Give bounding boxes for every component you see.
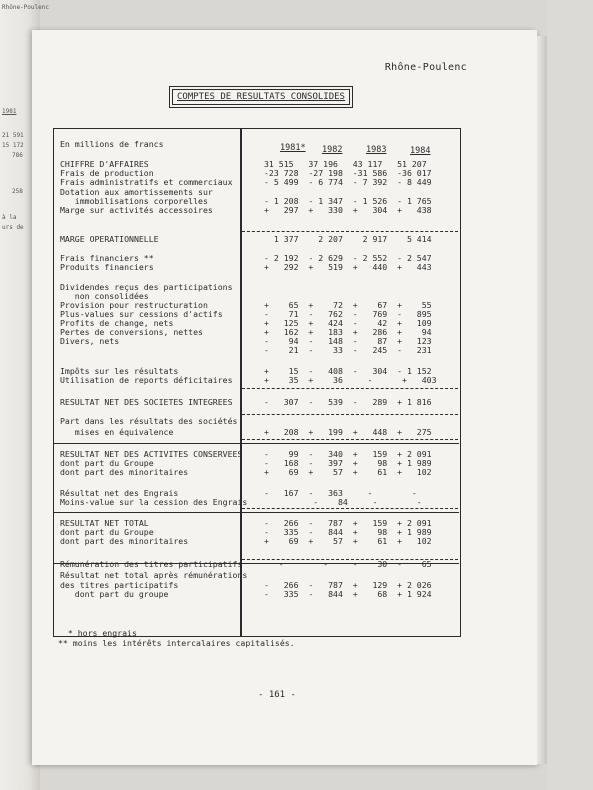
row-values: - 335 - 844 + 98 + 1 989 [264,527,432,537]
unit-label: En millions de francs [60,139,164,149]
separator [242,508,458,509]
row-label: mises en équivalence [60,427,174,437]
row-values: 31 515 37 196 43 117 51 207 [264,159,427,169]
year-header: 1982 [322,145,343,155]
separator [54,512,459,513]
background [547,0,593,790]
row-values: + 69 + 57 + 61 + 102 [264,467,432,477]
row-label: Part dans les résultats des sociétés [60,416,238,426]
row-label: dont part du groupe [60,589,169,599]
page-edge [537,36,547,764]
row-values: - 335 - 844 + 68 + 1 924 [264,589,432,599]
row-values: + 69 + 57 + 61 + 102 [264,536,432,546]
row-label: immobilisations corporelles [60,196,208,206]
row-values: - 84 - - [264,497,422,507]
row-values: + 15 - 408 - 304 - 1 152 [264,366,432,376]
row-label: Provision pour restructuration [60,300,208,310]
left-page-year: 1981 [2,108,17,115]
left-page-value: 258 [12,188,23,195]
year-header: 1983 [366,145,387,155]
left-page-value: à la [2,214,17,221]
row-label: dont part des minoritaires [60,536,189,546]
left-page-value: 786 [12,152,23,159]
row-values: - - - 30 - 65 [264,559,432,569]
row-label: Frais de production [60,168,154,178]
row-values: + 162 + 183 + 286 + 94 [264,327,432,337]
separator [242,414,458,415]
row-label: Divers, nets [60,336,120,346]
left-page-value: urs de [2,224,24,231]
row-label: Impôts sur les résultats [60,366,179,376]
row-values: - 1 208 - 1 347 - 1 526 - 1 765 [264,196,432,206]
row-label: Plus-values sur cessions d'actifs [60,309,223,319]
row-values: -23 728 -27 198 -31 586 -36 017 [264,168,432,178]
row-label: RESULTAT NET DES SOCIETES INTEGREES [60,397,233,407]
row-values: - 5 499 - 6 774 - 7 392 - 8 449 [264,177,432,187]
row-label: Rémunération des titres participatifs [60,559,243,569]
row-values: - 266 - 787 + 129 + 2 026 [264,580,432,590]
separator [242,388,458,389]
row-label: des titres participatifs [60,580,179,590]
table-title: COMPTES DE RESULTATS CONSOLIDES [172,89,350,105]
left-page-value: 15 172 [2,142,24,149]
row-label: RESULTAT NET TOTAL [60,518,149,528]
row-label: non consolidées [60,291,149,301]
row-values: - 94 - 148 - 87 + 123 [264,336,432,346]
row-label: RESULTAT NET DES ACTIVITES CONSERVEES [60,449,243,459]
row-label: Frais financiers ** [60,253,154,263]
row-label: dont part du Groupe [60,458,154,468]
row-label: Produits financiers [60,262,154,272]
company-name: Rhône-Poulenc [384,62,467,73]
row-values: + 292 + 519 + 440 + 443 [264,262,432,272]
row-values: - 307 - 539 - 289 + 1 816 [264,397,432,407]
row-values: - 71 - 762 - 769 - 895 [264,309,432,319]
row-label: MARGE OPERATIONNELLE [60,234,159,244]
row-label: Utilisation de reports déficitaires [60,375,233,385]
footnote: ** moins les intérêts intercalaires capitalisés. [58,638,295,648]
row-label: Dotation aux amortissements sur [60,187,213,197]
separator [242,231,458,232]
row-values: 1 377 2 207 2 917 5 414 [264,234,432,244]
separator [242,559,458,560]
row-values: + 208 + 199 + 448 + 275 [264,427,432,437]
row-values: - 168 - 397 + 98 + 1 989 [264,458,432,468]
row-values: + 35 + 36 - + 403 [264,375,437,385]
page-number: - 161 - [258,690,296,700]
row-values: - 266 - 787 + 159 + 2 091 [264,518,432,528]
separator [242,439,458,440]
row-label: Moins-value sur la cession des Engrais [60,497,248,507]
row-label: Marge sur activités accessoires [60,205,213,215]
row-label: CHIFFRE D'AFFAIRES [60,159,149,169]
row-values: - 99 - 340 + 159 + 2 091 [264,449,432,459]
row-values: + 297 + 330 + 304 + 438 [264,205,432,215]
row-values: + 65 + 72 + 67 + 55 [264,300,432,310]
row-label: Pertes de conversions, nettes [60,327,203,337]
row-label: Résultat net des Engrais [60,488,179,498]
row-values: + 125 + 424 - 42 + 109 [264,318,432,328]
row-label: dont part des minoritaires [60,467,189,477]
row-label: Frais administratifs et commerciaux [60,177,233,187]
row-values: - 21 - 33 - 245 - 231 [264,345,432,355]
row-label: Profits de change, nets [60,318,174,328]
left-page-header: Rhône-Poulenc [2,4,49,11]
left-page-value: 21 591 [2,132,24,139]
separator [54,443,459,444]
separator [54,563,459,564]
row-label: Résultat net total après rémunérations [60,570,248,580]
row-values: - 2 192 - 2 629 - 2 552 - 2 547 [264,253,432,263]
row-label: Dividendes reçus des participations [60,282,233,292]
row-label: dont part du Groupe [60,527,154,537]
year-header: 1984 [410,146,431,156]
year-header: 1981* [280,143,306,153]
document-page [32,30,537,765]
footnote: * hors engrais [58,628,137,638]
row-values: - 167 - 363 - - [264,488,417,498]
